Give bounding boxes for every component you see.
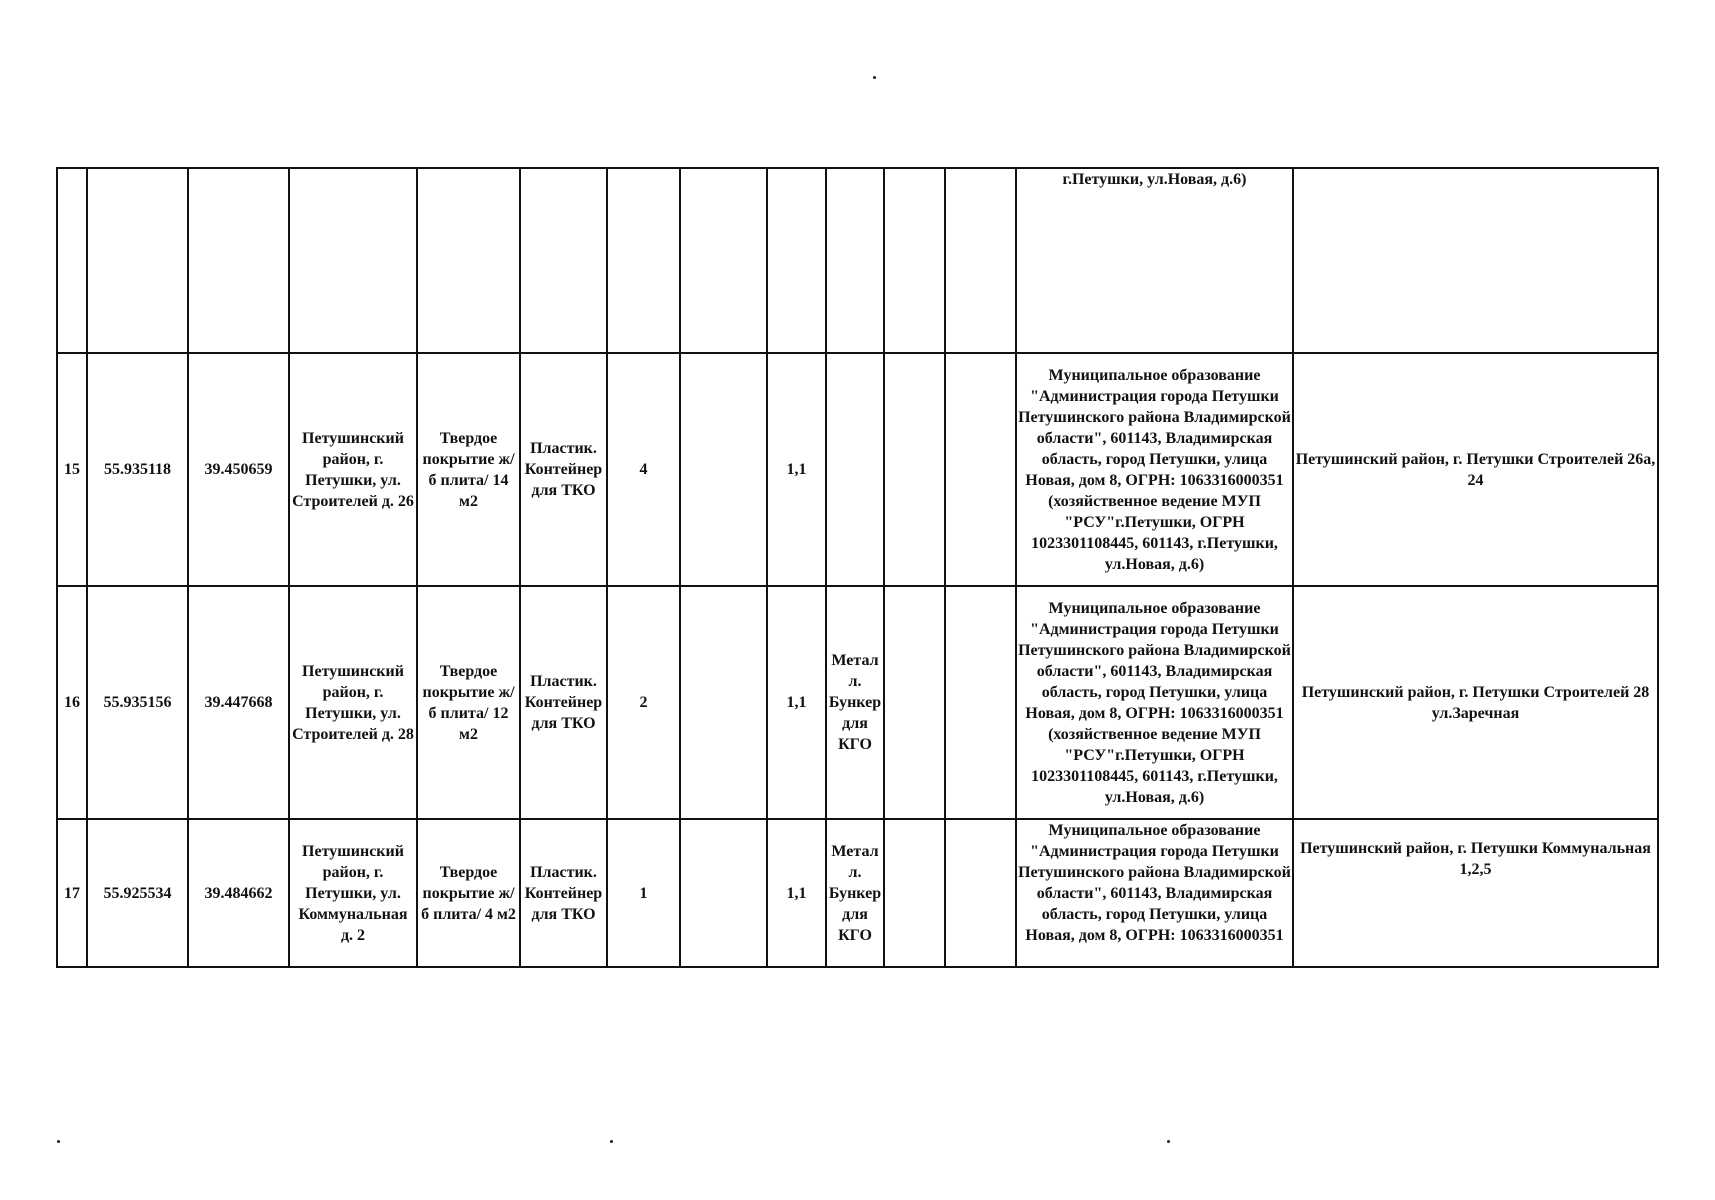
cell-planned <box>680 353 767 586</box>
cell-surface: Твердое покрытие ж/б плита/ 14 м2 <box>417 353 520 586</box>
cell-bunker-count <box>884 168 945 353</box>
cell-bunker-volume <box>945 168 1016 353</box>
cell-lon: 39.484662 <box>188 819 289 967</box>
cell-container-count: 4 <box>607 353 680 586</box>
cell-lat: 55.935156 <box>87 586 188 819</box>
table-row <box>57 168 1658 353</box>
cell-container-type: Пластик. Контейнер для ТКО <box>520 353 607 586</box>
cell-sources: Петушинский район, г. Петушки Коммунальная 1,2,5 <box>1293 819 1658 967</box>
cell-owner: г.Петушки, ул.Новая, д.6) <box>1016 168 1293 353</box>
cell-lon: 39.450659 <box>188 353 289 586</box>
cell-bunker <box>826 353 884 586</box>
cell-location <box>289 168 417 353</box>
scan-speck <box>610 1140 613 1143</box>
cell-planned <box>680 819 767 967</box>
cell-container-count: 1 <box>607 819 680 967</box>
cell-surface <box>417 168 520 353</box>
cell-location: Петушинский район, г. Петушки, ул. Коммунальная д. 2 <box>289 819 417 967</box>
cell-container-type <box>520 168 607 353</box>
cell-planned <box>680 586 767 819</box>
cell-owner: Муниципальное образование "Администрация города Петушки Петушинского района Владимирской области", 601143, Владимирская область, город Петушки, улица Новая, дом 8, ОГРН: 1063316000351 <box>1016 819 1293 967</box>
cell-num <box>57 168 87 353</box>
cell-bunker-count <box>884 586 945 819</box>
cell-location: Петушинский район, г. Петушки, ул. Строителей д. 28 <box>289 586 417 819</box>
cell-owner: Муниципальное образование "Администрация города Петушки Петушинского района Владимирской области", 601143, Владимирская область, город Петушки, улица Новая, дом 8, ОГРН: 1063316000351 (хозяйственное ведение МУП "РСУ"г.Петушки, ОГРН 1023301108445, 601143, г.Петушки, ул.Новая, д.6) <box>1016 586 1293 819</box>
table-row <box>57 353 1658 586</box>
cell-num: 16 <box>57 586 87 819</box>
cell-container-count <box>607 168 680 353</box>
cell-lat: 55.935118 <box>87 353 188 586</box>
table-row <box>57 586 1658 819</box>
cell-sources: Петушинский район, г. Петушки Строителей 26а, 24 <box>1293 353 1658 586</box>
cell-surface: Твердое покрытие ж/б плита/ 12 м2 <box>417 586 520 819</box>
cell-container-count: 2 <box>607 586 680 819</box>
cell-lon: 39.447668 <box>188 586 289 819</box>
scan-speck <box>57 1140 60 1143</box>
cell-volume: 1,1 <box>767 586 826 819</box>
cell-bunker-count <box>884 819 945 967</box>
cell-bunker-volume <box>945 819 1016 967</box>
cell-volume <box>767 168 826 353</box>
cell-sources <box>1293 168 1658 353</box>
waste-sites-table <box>56 167 1659 968</box>
cell-lat: 55.925534 <box>87 819 188 967</box>
cell-volume: 1,1 <box>767 819 826 967</box>
cell-bunker-volume <box>945 353 1016 586</box>
cell-volume: 1,1 <box>767 353 826 586</box>
scan-speck <box>873 76 876 79</box>
cell-bunker-volume <box>945 586 1016 819</box>
table-row <box>57 819 1658 967</box>
cell-container-type: Пластик. Контейнер для ТКО <box>520 819 607 967</box>
cell-lon <box>188 168 289 353</box>
cell-bunker <box>826 168 884 353</box>
cell-planned <box>680 168 767 353</box>
cell-num: 15 <box>57 353 87 586</box>
scan-speck <box>1167 1140 1170 1143</box>
cell-bunker-count <box>884 353 945 586</box>
cell-num: 17 <box>57 819 87 967</box>
cell-lat <box>87 168 188 353</box>
cell-location: Петушинский район, г. Петушки, ул. Строителей д. 26 <box>289 353 417 586</box>
cell-sources: Петушинский район, г. Петушки Строителей 28 ул.Заречная <box>1293 586 1658 819</box>
cell-owner: Муниципальное образование "Администрация города Петушки Петушинского района Владимирской области", 601143, Владимирская область, город Петушки, улица Новая, дом 8, ОГРН: 1063316000351 (хозяйственное ведение МУП "РСУ"г.Петушки, ОГРН 1023301108445, 601143, г.Петушки, ул.Новая, д.6) <box>1016 353 1293 586</box>
cell-bunker: Метал л. Бункер для КГО <box>826 586 884 819</box>
cell-surface: Твердое покрытие ж/б плита/ 4 м2 <box>417 819 520 967</box>
cell-container-type: Пластик. Контейнер для ТКО <box>520 586 607 819</box>
cell-bunker: Метал л. Бункер для КГО <box>826 819 884 967</box>
